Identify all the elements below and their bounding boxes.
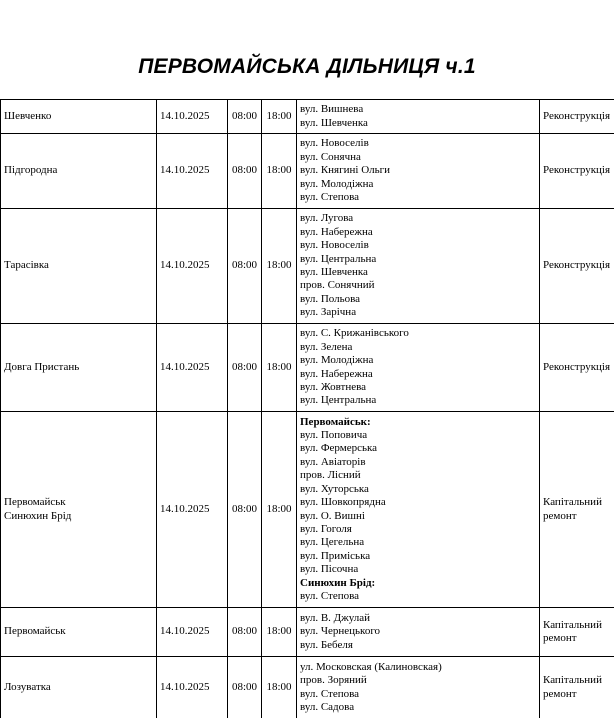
street-name: вул. Шовкопрядна <box>300 496 386 509</box>
street-name: вул. Польова <box>300 292 361 305</box>
street-name: вул. Садова <box>300 700 355 713</box>
streets-cell <box>297 657 540 718</box>
start-time-cell: 08:00 <box>228 657 262 718</box>
street-name: вул. Фермерська <box>300 442 378 455</box>
end-time-cell: 18:00 <box>262 134 297 209</box>
work-type-text: Реконструкція <box>543 360 611 373</box>
date-cell: 14.10.2025 <box>157 324 228 412</box>
outage-schedule-table <box>0 99 614 718</box>
start-time-cell: 08:00 <box>228 608 262 657</box>
end-time-cell: 18:00 <box>262 657 297 718</box>
street-name: вул. Новоселів <box>300 137 369 150</box>
start-time-cell: 08:00 <box>228 100 262 134</box>
street-name: вул. Жовтнева <box>300 380 367 393</box>
settlement-name: Підгородна <box>4 164 58 177</box>
date-cell: 14.10.2025 <box>157 100 228 134</box>
street-name: вул. Вишнева <box>300 103 364 116</box>
start-time-cell: 08:00 <box>228 324 262 412</box>
settlement-cell <box>1 657 157 718</box>
street-name: пров. Сонячний <box>300 279 375 292</box>
street-name: вул. Бебеля <box>300 638 353 651</box>
streets-cell <box>297 412 540 608</box>
work-type-text: ремонт <box>543 687 577 700</box>
street-name: вул. Степова <box>300 589 360 602</box>
end-time-cell: 18:00 <box>262 100 297 134</box>
date-cell: 14.10.2025 <box>157 209 228 324</box>
street-name: вул. Цегельна <box>300 536 365 549</box>
settlement-cell <box>1 209 157 324</box>
street-name: вул. Сонячна <box>300 150 361 163</box>
street-name: вул. Молодіжна <box>300 354 374 367</box>
table-row <box>1 324 614 412</box>
street-name: вул. Степова <box>300 191 360 204</box>
streets-cell <box>297 134 540 209</box>
work-type-text: Реконструкція <box>543 259 611 272</box>
start-time-cell: 08:00 <box>228 209 262 324</box>
work-type-text: Капітальний <box>543 674 602 687</box>
table-row <box>1 412 614 608</box>
table-row <box>1 134 614 209</box>
street-group-heading: Синюхин Брід: <box>300 576 376 589</box>
date-cell: 14.10.2025 <box>157 657 228 718</box>
settlement-name: Шевченко <box>4 109 52 122</box>
start-time-cell: 08:00 <box>228 412 262 608</box>
street-name: вул. Зелена <box>300 340 353 353</box>
end-time-cell: 18:00 <box>262 209 297 324</box>
work-type-cell <box>540 324 614 412</box>
work-type-cell <box>540 134 614 209</box>
table-row <box>1 657 614 718</box>
settlement-cell <box>1 608 157 657</box>
street-name: вул. Степова <box>300 687 360 700</box>
streets-cell <box>297 209 540 324</box>
work-type-cell <box>540 608 614 657</box>
street-name: вул. Гоголя <box>300 522 352 535</box>
street-name: вул. Пісочна <box>300 563 359 576</box>
end-time-cell: 18:00 <box>262 324 297 412</box>
page-title: ПЕРВОМАЙСЬКА ДІЛЬНИЦЯ ч.1 <box>138 55 476 78</box>
work-type-text: ремонт <box>543 632 577 644</box>
settlement-name: Первомайськ <box>4 625 66 638</box>
work-type-cell <box>540 657 614 718</box>
settlement-cell <box>1 100 157 134</box>
settlement-cell <box>1 134 157 209</box>
table-row <box>1 608 614 657</box>
start-time-cell: 08:00 <box>228 134 262 209</box>
end-time-cell: 18:00 <box>262 608 297 657</box>
street-name: вул. Хуторська <box>300 482 369 495</box>
street-name: вул. Центральна <box>300 394 377 407</box>
work-type-cell <box>540 209 614 324</box>
street-name: вул. Центральна <box>300 252 377 265</box>
street-name: пров. Зоряний <box>300 674 367 687</box>
streets-cell <box>297 608 540 657</box>
work-type-text: ремонт <box>543 509 577 522</box>
street-name: вул. О. Вишні <box>300 509 365 522</box>
street-name: вул. В. Джулай <box>300 611 371 624</box>
date-cell: 14.10.2025 <box>157 412 228 608</box>
street-name: вул. Шевченка <box>300 116 368 129</box>
date-cell: 14.10.2025 <box>157 608 228 657</box>
settlement-name: Первомайськ <box>4 496 66 509</box>
work-type-text: Капітальний <box>543 618 602 631</box>
work-type-text: Капітальний <box>543 496 602 509</box>
street-name: вул. Лугова <box>300 212 354 225</box>
settlement-name: Лозуватка <box>4 680 51 693</box>
work-type-text: Реконструкція <box>543 164 611 177</box>
settlement-name: Тарасівка <box>4 259 49 272</box>
work-type-text: Реконструкція <box>543 109 611 122</box>
work-type-cell <box>540 412 614 608</box>
street-name: вул. Чернецького <box>300 625 381 638</box>
table-body <box>1 100 614 718</box>
street-group-heading: Первомайськ: <box>300 415 371 428</box>
street-name: вул. Новоселів <box>300 239 369 252</box>
streets-cell <box>297 100 540 134</box>
street-name: ул. Московская (Калиновская) <box>300 660 442 673</box>
street-name: вул. Шевченка <box>300 266 368 278</box>
streets-cell <box>297 324 540 412</box>
street-name: вул. Набережна <box>300 367 373 380</box>
settlement-name: Довга Пристань <box>4 360 80 373</box>
street-name: вул. Авіаторів <box>300 455 366 468</box>
table-row <box>1 209 614 324</box>
settlement-cell <box>1 412 157 608</box>
street-name: вул. Поповича <box>300 429 368 442</box>
street-name: вул. Княгині Ольги <box>300 164 391 177</box>
street-name: пров. Лісний <box>300 469 361 482</box>
street-name: вул. Зарічна <box>300 306 357 319</box>
street-name: вул. Набережна <box>300 225 373 238</box>
end-time-cell: 18:00 <box>262 412 297 608</box>
settlement-name: Синюхин Брід <box>4 509 72 522</box>
settlement-cell <box>1 324 157 412</box>
street-name: вул. Молодіжна <box>300 177 374 190</box>
street-name: вул. С. Крижанівського <box>300 327 409 340</box>
street-name: вул. Приміська <box>300 549 371 562</box>
table-row <box>1 100 614 134</box>
work-type-cell <box>540 100 614 134</box>
date-cell: 14.10.2025 <box>157 134 228 209</box>
